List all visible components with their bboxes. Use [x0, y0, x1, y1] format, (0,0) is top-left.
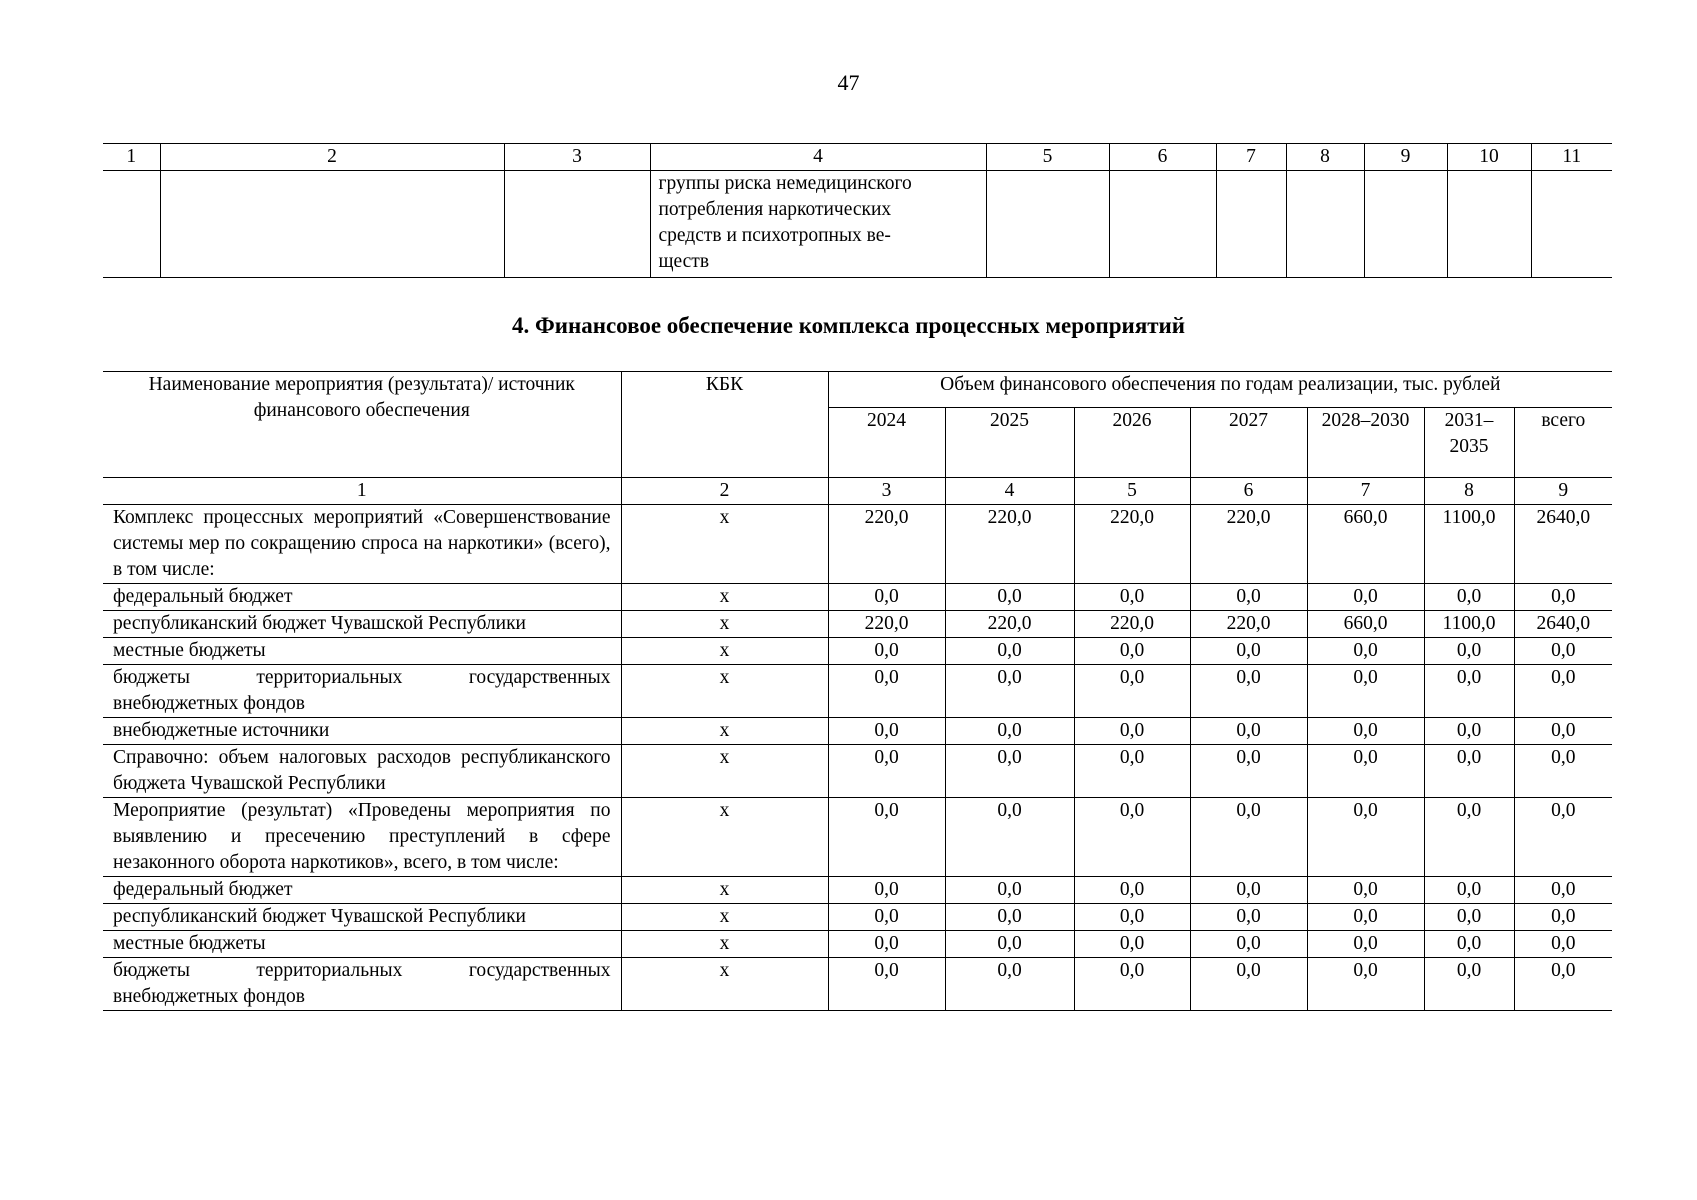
value-cell: 0,0 [1514, 904, 1612, 931]
value-cell: 0,0 [828, 745, 945, 798]
value-cell: 0,0 [945, 931, 1074, 958]
value-cell: 0,0 [1190, 877, 1307, 904]
value-cell: 1100,0 [1424, 611, 1514, 638]
continuation-table [103, 143, 1612, 278]
column-number: 1 [103, 144, 160, 171]
value-cell: 220,0 [1074, 611, 1190, 638]
value-cell: 0,0 [1514, 665, 1612, 718]
column-number: 9 [1364, 144, 1447, 171]
value-cell: 0,0 [945, 877, 1074, 904]
column-number: 5 [986, 144, 1109, 171]
column-number: 2 [160, 144, 504, 171]
value-cell: 0,0 [1307, 745, 1424, 798]
header-kbk: КБК [621, 372, 828, 478]
value-cell: 0,0 [1307, 798, 1424, 877]
kbk-cell: x [621, 638, 828, 665]
column-number: 1 [103, 478, 621, 505]
value-cell: 0,0 [1074, 718, 1190, 745]
table-cell [1286, 171, 1364, 278]
value-cell: 220,0 [945, 611, 1074, 638]
value-cell: 0,0 [1307, 931, 1424, 958]
header-volume: Объем финансового обеспечения по годам реализации, тыс. рублей [828, 372, 1612, 408]
value-cell: 0,0 [1424, 718, 1514, 745]
value-cell: 0,0 [828, 958, 945, 1011]
column-number: 9 [1514, 478, 1612, 505]
value-cell: 0,0 [945, 718, 1074, 745]
row-name: бюджеты территориальных государственных внебюджетных фондов [103, 958, 621, 1011]
column-number-row [103, 478, 1612, 505]
table-row [103, 611, 1612, 638]
value-cell: 220,0 [828, 505, 945, 584]
column-number: 8 [1286, 144, 1364, 171]
value-cell: 0,0 [1307, 904, 1424, 931]
value-cell: 0,0 [1514, 877, 1612, 904]
text-line: ществ [658, 251, 710, 272]
value-cell: 0,0 [828, 798, 945, 877]
table-row [103, 904, 1612, 931]
value-cell: 0,0 [1514, 584, 1612, 611]
value-cell: 0,0 [1190, 798, 1307, 877]
value-cell: 0,0 [1424, 904, 1514, 931]
section-title: 4. Финансовое обеспечение комплекса процессных мероприятий [511, 313, 1186, 338]
column-number: 10 [1447, 144, 1531, 171]
column-number: 4 [650, 144, 986, 171]
value-cell: 0,0 [945, 638, 1074, 665]
column-number: 7 [1216, 144, 1286, 171]
row-name: местные бюджеты [103, 931, 621, 958]
year-header: 2031–2035 [1424, 407, 1514, 477]
column-number: 3 [828, 478, 945, 505]
table-row [103, 958, 1612, 1011]
text-line: потребления наркотических [658, 199, 892, 220]
column-number: 5 [1074, 478, 1190, 505]
year-header: 2025 [945, 407, 1074, 477]
value-cell: 0,0 [945, 798, 1074, 877]
table-header-row [103, 372, 1612, 408]
table-row [103, 584, 1612, 611]
value-cell: 220,0 [1074, 505, 1190, 584]
table-row [103, 505, 1612, 584]
value-cell: 0,0 [1514, 745, 1612, 798]
row-name: федеральный бюджет [103, 877, 621, 904]
value-cell: 0,0 [1074, 877, 1190, 904]
value-cell: 0,0 [945, 584, 1074, 611]
value-cell: 0,0 [1514, 958, 1612, 1011]
kbk-cell: x [621, 904, 828, 931]
value-cell: 0,0 [1190, 638, 1307, 665]
table-cell [103, 171, 160, 278]
text-line: группы риска немедицинского [658, 173, 912, 194]
header-name: Наименование мероприятия (результата)/ источник финансового обеспечения [103, 372, 621, 478]
value-cell: 0,0 [828, 718, 945, 745]
value-cell: 0,0 [1074, 584, 1190, 611]
value-cell: 0,0 [1190, 584, 1307, 611]
row-name: Комплекс процессных мероприятий «Совершенствование системы мер по сокращению спроса на наркотики» (всего), в том числе: [103, 505, 621, 584]
value-cell: 0,0 [828, 877, 945, 904]
value-cell: 0,0 [1190, 665, 1307, 718]
column-number: 2 [621, 478, 828, 505]
value-cell: 0,0 [1190, 958, 1307, 1011]
column-number: 8 [1424, 478, 1514, 505]
value-cell: 220,0 [828, 611, 945, 638]
value-cell: 0,0 [945, 665, 1074, 718]
value-cell: 0,0 [1307, 877, 1424, 904]
table-row [103, 638, 1612, 665]
table-row [103, 718, 1612, 745]
column-number: 11 [1531, 144, 1612, 171]
table-row [103, 745, 1612, 798]
value-cell: 0,0 [828, 584, 945, 611]
page-number: 47 [837, 70, 860, 95]
value-cell: 0,0 [1190, 931, 1307, 958]
table-row [103, 931, 1612, 958]
value-cell: 0,0 [1307, 718, 1424, 745]
kbk-cell: x [621, 877, 828, 904]
value-cell: 660,0 [1307, 505, 1424, 584]
year-header: 2026 [1074, 407, 1190, 477]
value-cell: 0,0 [828, 638, 945, 665]
table-cell [1447, 171, 1531, 278]
kbk-cell: x [621, 958, 828, 1011]
year-header: 2028–2030 [1307, 407, 1424, 477]
kbk-cell: x [621, 505, 828, 584]
value-cell: 0,0 [945, 958, 1074, 1011]
value-cell: 0,0 [828, 904, 945, 931]
row-name: Мероприятие (результат) «Проведены мероприятия по выявлению и пресечению преступлений в сфере незаконного оборота наркотиков», всего, в том числе: [103, 798, 621, 877]
value-cell: 220,0 [1190, 611, 1307, 638]
value-cell: 0,0 [1424, 745, 1514, 798]
value-cell: 0,0 [1514, 638, 1612, 665]
value-cell: 2640,0 [1514, 505, 1612, 584]
row-name: республиканский бюджет Чувашской Республики [103, 904, 621, 931]
finance-table [103, 371, 1612, 1011]
year-header: 2027 [1190, 407, 1307, 477]
table-cell [1109, 171, 1216, 278]
column-number: 4 [945, 478, 1074, 505]
text-line: средств и психотропных ве- [658, 225, 891, 246]
table-row [103, 665, 1612, 718]
value-cell: 0,0 [828, 665, 945, 718]
year-header: 2024 [828, 407, 945, 477]
row-name: внебюджетные источники [103, 718, 621, 745]
year-header: всего [1514, 407, 1612, 477]
table-row [103, 877, 1612, 904]
value-cell: 660,0 [1307, 611, 1424, 638]
value-cell: 0,0 [1424, 931, 1514, 958]
kbk-cell: x [621, 745, 828, 798]
value-cell: 0,0 [1424, 584, 1514, 611]
value-cell: 0,0 [1074, 958, 1190, 1011]
table-cell [504, 171, 650, 278]
value-cell: 0,0 [1307, 665, 1424, 718]
kbk-cell: x [621, 931, 828, 958]
value-cell: 0,0 [1514, 718, 1612, 745]
table-row [103, 798, 1612, 877]
table-cell [160, 171, 504, 278]
value-cell: 220,0 [945, 505, 1074, 584]
row-name: Справочно: объем налоговых расходов республиканского бюджета Чувашской Республики [103, 745, 621, 798]
row-name: бюджеты территориальных государственных внебюджетных фондов [103, 665, 621, 718]
table-cell [1531, 171, 1612, 278]
kbk-cell: x [621, 584, 828, 611]
value-cell: 0,0 [1424, 958, 1514, 1011]
value-cell: 0,0 [1190, 718, 1307, 745]
column-number-row [103, 144, 1612, 171]
table-cell [1216, 171, 1286, 278]
value-cell: 0,0 [1424, 877, 1514, 904]
value-cell: 0,0 [1307, 638, 1424, 665]
kbk-cell: x [621, 718, 828, 745]
value-cell: 0,0 [1074, 638, 1190, 665]
value-cell: 0,0 [1074, 745, 1190, 798]
value-cell: 0,0 [1514, 798, 1612, 877]
value-cell: 0,0 [1074, 931, 1190, 958]
row-name: местные бюджеты [103, 638, 621, 665]
value-cell: 0,0 [1514, 931, 1612, 958]
column-number: 3 [504, 144, 650, 171]
table-cell [1364, 171, 1447, 278]
value-cell: 0,0 [1190, 904, 1307, 931]
kbk-cell: x [621, 611, 828, 638]
row-name: федеральный бюджет [103, 584, 621, 611]
risk-group-description [650, 171, 986, 278]
table-row [103, 171, 1612, 278]
row-name: республиканский бюджет Чувашской Республики [103, 611, 621, 638]
value-cell: 0,0 [945, 904, 1074, 931]
column-number: 6 [1190, 478, 1307, 505]
value-cell: 220,0 [1190, 505, 1307, 584]
kbk-cell: x [621, 665, 828, 718]
table-cell [986, 171, 1109, 278]
value-cell: 0,0 [945, 745, 1074, 798]
value-cell: 0,0 [1190, 745, 1307, 798]
value-cell: 0,0 [828, 931, 945, 958]
value-cell: 0,0 [1307, 584, 1424, 611]
value-cell: 0,0 [1424, 798, 1514, 877]
value-cell: 0,0 [1074, 904, 1190, 931]
column-number: 7 [1307, 478, 1424, 505]
kbk-cell: x [621, 798, 828, 877]
value-cell: 0,0 [1307, 958, 1424, 1011]
value-cell: 0,0 [1424, 665, 1514, 718]
value-cell: 2640,0 [1514, 611, 1612, 638]
column-number: 6 [1109, 144, 1216, 171]
value-cell: 0,0 [1424, 638, 1514, 665]
value-cell: 0,0 [1074, 665, 1190, 718]
value-cell: 1100,0 [1424, 505, 1514, 584]
value-cell: 0,0 [1074, 798, 1190, 877]
